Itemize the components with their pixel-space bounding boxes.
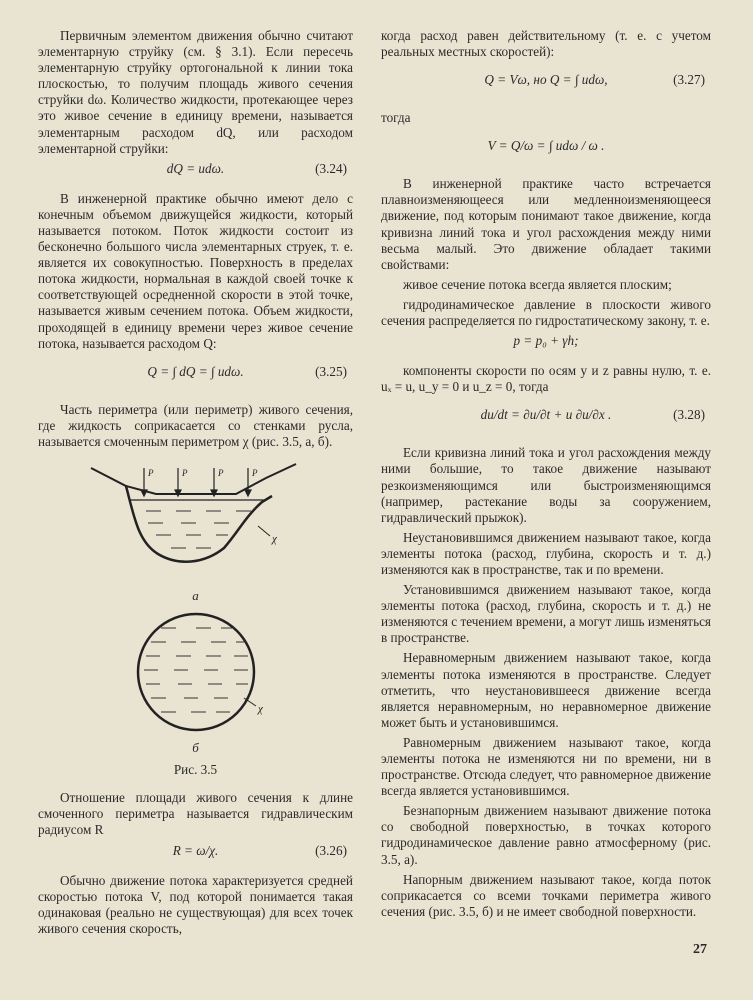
- formula: p = p₀ + γh;: [513, 333, 579, 349]
- figure-label-a: а: [192, 587, 199, 603]
- svg-text:P: P: [217, 467, 223, 478]
- paragraph: Обычно движение потока характеризуется средней скоростью потока V, под которой понимается такая одинаковая (реально не существующая) для всех точек живого сечения скорость,: [38, 872, 353, 936]
- paragraph: В инженерной практике обычно имеют дело с конечным объемом движущейся жидкости, который называется потоком. Поток жидкости состоит из бесконечно большого числа элементарных струек, т. е. является их совокупностью. Поверхность в пределах потока жидкости, нормальная в каждой своей точке к соответствующей осредненной скорости в этой точке, называется живым сечением потока. Объем жидкости, проходящей в единицу времени через живое сечение потока, называется расходом Q:: [38, 190, 353, 351]
- right-column: [381, 28, 711, 924]
- formula: R = ω/χ.: [172, 842, 219, 858]
- formula: Q = ∫ dQ = ∫ udω.: [147, 363, 244, 379]
- paragraph: гидродинамическое давление в плоскости живого сечения распределяется по гидростатическому закону, т. е.: [381, 296, 711, 329]
- paragraph: Установившимся движением называют такое, когда элементы потока (расход, глубина, скорость и т. д.) не изменяются с течением времени, а могут лишь изменяться в пространстве.: [381, 582, 711, 646]
- equation-number: (3.27): [673, 72, 705, 88]
- left-column: [38, 28, 353, 941]
- equation-pressure: [381, 333, 711, 357]
- equation-3-24: [38, 161, 353, 185]
- paragraph: когда расход равен действительному (т. е. с учетом реальных местных скоростей):: [381, 28, 711, 60]
- figure-caption: Рис. 3.5: [173, 762, 218, 778]
- paragraph: компоненты скорости по осям y и z равны нулю, т. е. uₓ = u, u_y = 0 и u_z = 0, тогда: [381, 363, 711, 395]
- paragraph: Часть периметра (или периметр) живого сечения, где жидкость соприкасается со стенками русла, называется смоченным периметром χ (рис. 3.5, а, б).: [38, 401, 353, 449]
- paragraph: Первичным элементом движения обычно считают элементарную струйку (см. § 3.1). Если пересечь элементарную струйку ортогональной к линии тока плоскостью, то получим площадь живого сечения струйки dω. Количество жидкости, протекающее через это живое сечение в единицу времени, называется элементарным расходом dQ, или расходом элементарной струйки:: [38, 28, 353, 156]
- svg-text:χ: χ: [271, 532, 277, 545]
- formula: V = Q/ω = ∫ udω / ω .: [487, 138, 605, 154]
- equation-3-27: [381, 64, 711, 104]
- paragraph: В инженерной практике часто встречается плавноизменяющееся или медленноизменяющееся движение, под которым понимают такое движение, когда кривизна линий тока и угол расхождения между ними весьма малый. Это движение обладает такими свойствами:: [381, 176, 711, 272]
- paragraph: Безнапорным движением называют движение потока со свободной поверхностью, в точках которого гидродинамическое давление равно атмосферному (рис. 3.5, а).: [381, 803, 711, 867]
- formula: dQ = udω.: [166, 160, 225, 176]
- svg-text:P: P: [251, 467, 257, 478]
- svg-text:P: P: [147, 467, 153, 478]
- paragraph: Равномерным движением называют такое, когда элементы потока не изменяются ни по времени, ни в пространстве. Отсюда следует, что равномерное движение всегда является установившимся.: [381, 734, 711, 799]
- equation-number: (3.28): [673, 407, 705, 423]
- svg-text:χ: χ: [257, 703, 263, 716]
- formula: Q = Vω, но Q = ∫ udω,: [484, 72, 608, 88]
- pipe-section-drawing: [96, 610, 296, 738]
- paragraph: Отношение площади живого сечения к длине смоченного периметра называется гидравлическим радиусом R: [38, 790, 353, 838]
- equation-3-26: [38, 843, 353, 867]
- formula: du/dt = ∂u/∂t + u ∂u/∂x .: [480, 407, 612, 423]
- equation-3-25: [38, 356, 353, 396]
- page-number: 27: [693, 942, 707, 957]
- equation-number: (3.26): [315, 842, 347, 858]
- paragraph: Неравномерным движением называют такое, когда элементы потока изменяются в пространстве. Следует отметить, что неустановившееся движение всегда является неравномерным, но неравномерное движение может быть и установившимся.: [381, 650, 711, 730]
- paragraph: живое сечение потока всегда является плоским;: [403, 276, 672, 292]
- equation-mean-velocity: [381, 130, 711, 170]
- paragraph: Напорным движением называют такое, когда поток соприкасается со всеми точками периметра живого сечения (рис. 3.5, б) и не имеет свободной поверхности.: [381, 871, 711, 919]
- figure-channel-section: [38, 456, 353, 604]
- equation-number: (3.24): [315, 160, 347, 176]
- svg-text:P: P: [181, 467, 187, 478]
- equation-number: (3.25): [315, 363, 347, 379]
- paragraph: Неустановившимся движением называют такое, когда элементы потока (расход, глубина, скорость и т. д.) изменяются как в пространстве, так и по времени.: [381, 529, 711, 577]
- figure-pipe-section: [38, 610, 353, 756]
- figure-label-b: б: [192, 740, 199, 756]
- paragraph: тогда: [381, 110, 411, 126]
- paragraph: Если кривизна линий тока и угол расхождения между ними большие, то такое движение называют резкоизменяющимся или быстроизменяющимся (например, растекание воды за сооружением, гидравлический прыжок).: [381, 445, 711, 525]
- channel-section-drawing: [86, 456, 306, 586]
- equation-3-28: [381, 399, 711, 439]
